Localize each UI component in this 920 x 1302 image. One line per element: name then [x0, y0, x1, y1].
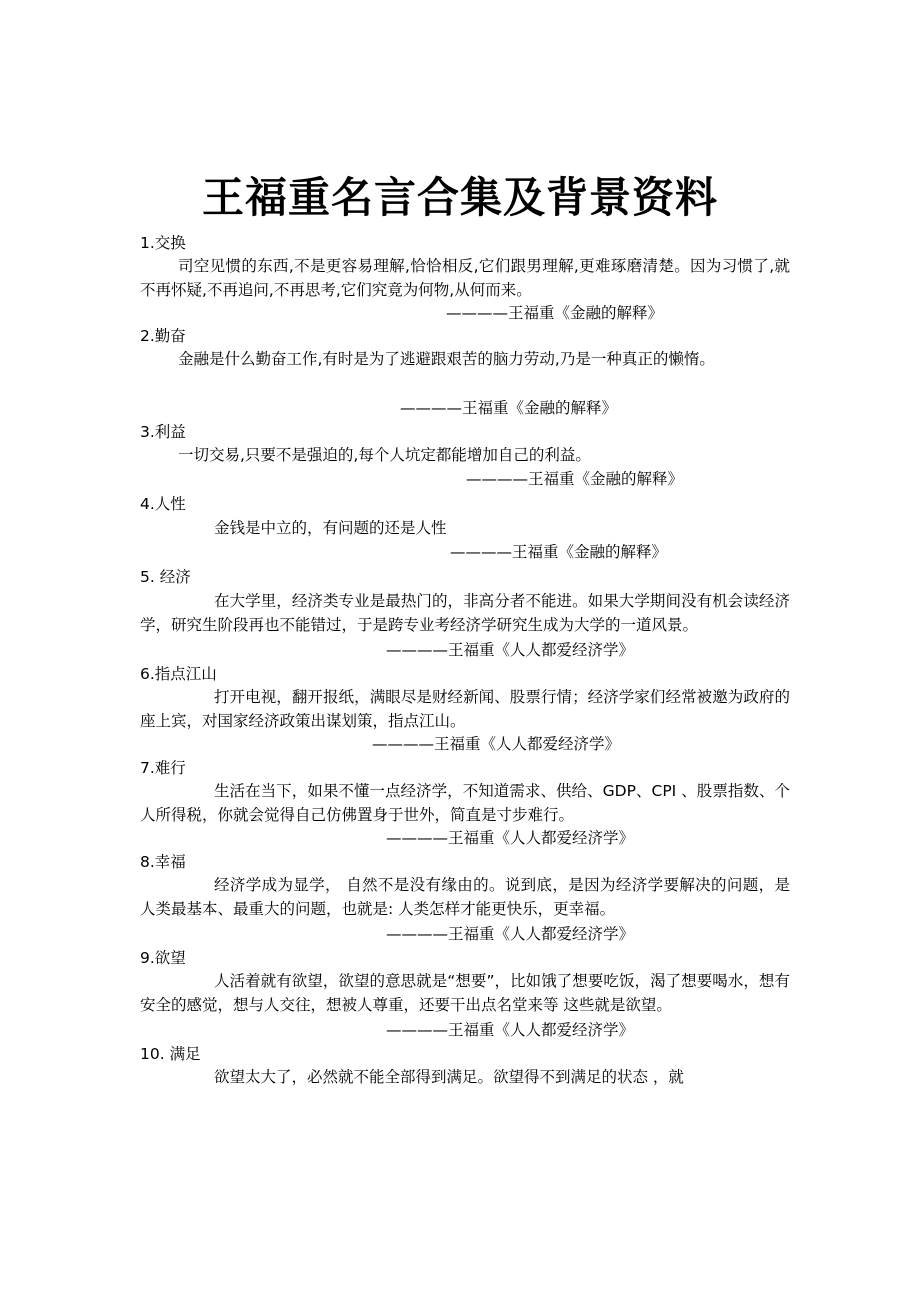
quote-source: ————王福重《人人都爱经济学》 — [386, 925, 635, 943]
quote-text: 在大学里，经济类专业是最热门的，非高分者不能进。如果大学期间没有机会读经济学，研究生阶段再也不能错过，于是跨专业考经济学研究生成为大学的一道风景。 — [140, 592, 790, 634]
quote-text: 一切交易,只要不是强迫的,每个人坑定都能增加自己的利益。 — [178, 446, 591, 464]
quote-section — [140, 851, 790, 946]
quote-text: 打开电视，翻开报纸，满眼尽是财经新闻、股票行情；经济学家们经常被邀为政府的座上宾，对国家经济政策出谋划策，指点江山。 — [140, 688, 790, 730]
quote-text: 司空见惯的东西,不是更容易理解,恰恰相反,它们跟男理解,更难琢磨清楚。因为习惯了,就不再怀疑,不再追问,不再思考,它们究竟为何物,从何而来。 — [140, 257, 790, 299]
section-heading: 10. 满足 — [140, 1045, 201, 1063]
section-heading: 9.欲望 — [140, 949, 186, 967]
quote-section — [140, 663, 790, 756]
section-heading: 6.指点江山 — [140, 665, 217, 683]
section-heading: 3.利益 — [140, 423, 186, 441]
section-heading: 8.幸福 — [140, 853, 186, 871]
quote-list — [140, 232, 790, 1090]
section-heading: 4.人性 — [140, 494, 186, 513]
quote-section — [140, 232, 790, 325]
quote-source: ————王福重《金融的解释》 — [446, 304, 664, 322]
quote-text: 生活在当下，如果不懂一点经济学，不知道需求、供给、GDP、CPI 、股票指数、个人所得税，你就会觉得自己仿佛置身于世外，简直是寸步难行。 — [140, 782, 790, 824]
quote-section — [140, 566, 790, 662]
quote-section — [140, 325, 790, 420]
quote-source: ————王福重《人人都爱经济学》 — [386, 829, 635, 847]
quote-section — [140, 421, 790, 491]
quote-source: ————王福重《人人都爱经济学》 — [386, 641, 635, 659]
quote-text: 金钱是中立的，有问题的还是人性 — [214, 518, 447, 537]
quote-section — [140, 757, 790, 850]
quote-section — [140, 493, 790, 565]
section-heading: 1.交换 — [140, 234, 186, 252]
quote-source: ————王福重《金融的解释》 — [400, 399, 618, 417]
quote-source: ————王福重《人人都爱经济学》 — [372, 735, 621, 753]
quote-text: 欲望太大了，必然就不能全部得到满足。欲望得不到满足的状态 ，就 — [214, 1068, 684, 1086]
quote-source: ————王福重《人人都爱经济学》 — [386, 1021, 635, 1039]
quote-text: 人活着就有欲望，欲望的意思就是“想要”，比如饿了想要吃饭，渴了想要喝水，想有安全的感觉，想与人交往，想被人尊重，还要干出点名堂来等 这些就是欲望。 — [140, 972, 790, 1014]
quote-section — [140, 947, 790, 1042]
quote-section — [140, 1043, 790, 1090]
quote-source: ————王福重《金融的解释》 — [466, 469, 684, 488]
section-heading: 2.勤奋 — [140, 327, 186, 345]
quote-text: 经济学成为显学， 自然不是没有缘由的。说到底，是因为经济学要解决的问题，是人类最基本、最重大的问题，也就是: 人类怎样才能更快乐，更幸福。 — [140, 876, 790, 918]
section-heading: 7.难行 — [140, 759, 186, 777]
section-heading: 5. 经济 — [140, 568, 191, 586]
document-title: 王福重名言合集及背景资料 — [201, 173, 718, 222]
quote-source: ————王福重《金融的解释》 — [450, 543, 668, 561]
quote-text: 金融是什么勤奋工作,有时是为了逃避跟艰苦的脑力劳动,乃是一种真正的懒惰。 — [178, 350, 715, 368]
